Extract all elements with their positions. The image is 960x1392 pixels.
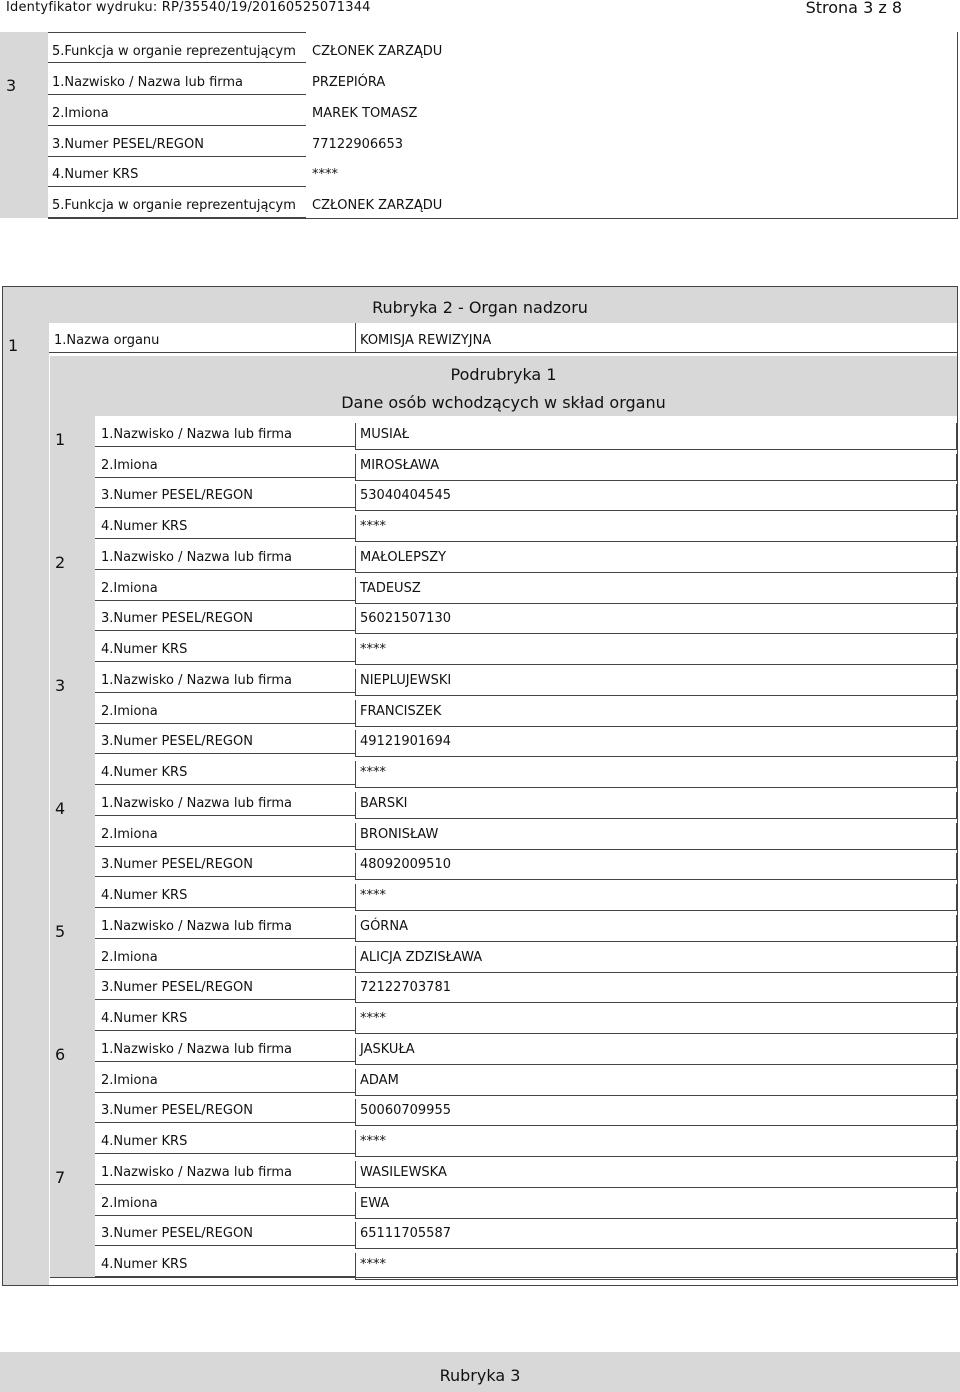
- rule: [95, 692, 355, 693]
- person-number: 4: [55, 799, 66, 818]
- field-value: 77122906653: [312, 137, 403, 152]
- person-number: 1: [55, 430, 66, 449]
- value-cell: [355, 577, 957, 604]
- field-label: 3.Numer PESEL/REGON: [101, 1103, 253, 1119]
- field-value: MAŁOLEPSZY: [360, 550, 447, 565]
- value-cell: [355, 423, 957, 450]
- value-cell: [355, 915, 957, 942]
- person-number: 6: [55, 1045, 66, 1064]
- field-value: 53040404545: [360, 488, 451, 504]
- value-cell: [355, 976, 957, 1003]
- value-cell: [355, 454, 957, 481]
- organ-number-column: [3, 323, 49, 1285]
- field-label: 2.Imiona: [101, 949, 158, 965]
- field-label: 1.Nazwa organu: [54, 333, 160, 348]
- field-value: FRANCISZEK: [360, 703, 442, 719]
- field-label: 4.Numer KRS: [101, 888, 188, 904]
- person-number: 3: [55, 676, 66, 695]
- field-label: 2.Imiona: [101, 826, 158, 842]
- top-number-column: [0, 32, 48, 218]
- field-label: 2.Imiona: [101, 580, 158, 596]
- field-value: CZŁONEK ZARZĄDU: [312, 44, 443, 59]
- field-label: 3.Numer PESEL/REGON: [101, 488, 253, 504]
- field-value: ****: [360, 642, 386, 658]
- value-cell: [355, 761, 957, 788]
- field-value: BRONISŁAW: [360, 826, 439, 842]
- rule: [95, 477, 355, 478]
- value-cell: [355, 823, 957, 850]
- field-label: 3.Numer PESEL/REGON: [101, 1226, 253, 1242]
- field-label: 4.Numer KRS: [101, 519, 188, 535]
- person-number: 7: [55, 1168, 66, 1187]
- field-label: 3.Numer PESEL/REGON: [52, 137, 204, 152]
- field-label: 2.Imiona: [101, 457, 158, 473]
- value-cell: [355, 1222, 957, 1249]
- field-label: 3.Numer PESEL/REGON: [101, 980, 253, 996]
- rule: [95, 876, 355, 877]
- value-cell: [355, 700, 957, 727]
- field-label: 5.Funkcja w organie reprezentującym: [52, 44, 296, 59]
- value-cell: [355, 1161, 957, 1188]
- field-value: ****: [360, 1011, 386, 1027]
- field-label: 1.Nazwisko / Nazwa lub firma: [52, 75, 244, 90]
- rule: [95, 784, 355, 785]
- rule: [48, 62, 306, 63]
- field-value: 65111705587: [360, 1226, 451, 1242]
- value-cell: [355, 638, 957, 665]
- rule: [95, 446, 355, 447]
- rule: [95, 507, 355, 508]
- rule: [95, 969, 355, 970]
- value-cell: [355, 1130, 957, 1157]
- rule: [95, 1122, 355, 1123]
- rule: [95, 600, 355, 601]
- rule: [95, 846, 355, 847]
- field-value: NIEPLUJEWSKI: [360, 673, 452, 688]
- value-cell: [355, 515, 957, 542]
- field-label: 4.Numer KRS: [101, 1134, 188, 1150]
- field-value: 50060709955: [360, 1103, 451, 1119]
- field-value: WASILEWSKA: [360, 1165, 447, 1180]
- field-label: 4.Numer KRS: [52, 167, 139, 182]
- field-value: ****: [360, 1257, 386, 1273]
- rule: [95, 1030, 355, 1031]
- field-value: KOMISJA REWIZYJNA: [360, 333, 492, 348]
- rule: [48, 156, 306, 157]
- rule: [95, 1092, 355, 1093]
- section-title: Rubryka 2 - Organ nadzoru: [372, 298, 588, 317]
- field-value: 56021507130: [360, 611, 451, 627]
- organ-number: 1: [8, 336, 19, 355]
- value-cell: [355, 1038, 957, 1065]
- field-value: ****: [312, 167, 338, 182]
- field-label: 1.Nazwisko / Nazwa lub firma: [101, 550, 293, 565]
- field-label: 1.Nazwisko / Nazwa lub firma: [101, 427, 293, 442]
- rule: [95, 723, 355, 724]
- field-value: TADEUSZ: [360, 580, 421, 596]
- field-label: 1.Nazwisko / Nazwa lub firma: [101, 1042, 293, 1057]
- field-label: 2.Imiona: [52, 106, 109, 121]
- field-label: 2.Imiona: [101, 1072, 158, 1088]
- rule: [48, 32, 306, 33]
- field-label: 2.Imiona: [101, 703, 158, 719]
- rule: [95, 1153, 355, 1154]
- field-value: ALICJA ZDZISŁAWA: [360, 949, 483, 965]
- field-value: BARSKI: [360, 796, 408, 811]
- rule: [95, 753, 355, 754]
- rubryka-3-title: Rubryka 3: [439, 1366, 521, 1385]
- page-number: Strona 3 z 8: [805, 0, 902, 17]
- rule: [95, 569, 355, 570]
- value-cell: [355, 792, 957, 819]
- value-cell: [355, 484, 957, 511]
- field-label: 2.Imiona: [101, 1195, 158, 1211]
- rule: [95, 999, 355, 1000]
- field-label: 4.Numer KRS: [101, 1011, 188, 1027]
- rule: [48, 218, 958, 219]
- field-label: 1.Nazwisko / Nazwa lub firma: [101, 796, 293, 811]
- rule: [95, 1276, 355, 1277]
- field-value: MIROSŁAWA: [360, 457, 440, 473]
- value-cell: [355, 546, 957, 573]
- field-value: ****: [360, 519, 386, 535]
- person-number: 2: [55, 553, 66, 572]
- value-cell: [355, 1192, 957, 1219]
- rule: [95, 661, 355, 662]
- rule: [49, 352, 957, 353]
- value-cell: [355, 853, 957, 880]
- rule: [95, 1215, 355, 1216]
- field-value: PRZEPIÓRA: [312, 75, 386, 90]
- field-label: 4.Numer KRS: [101, 1257, 188, 1273]
- rule: [48, 94, 306, 95]
- field-value: ADAM: [360, 1072, 399, 1088]
- rule: [355, 323, 356, 353]
- rule: [95, 1245, 355, 1246]
- field-value: MAREK TOMASZ: [312, 106, 418, 121]
- entry-number: 3: [6, 76, 17, 95]
- field-label: 4.Numer KRS: [101, 642, 188, 658]
- print-identifier: Identyfikator wydruku: RP/35540/19/20160525071344: [6, 0, 371, 15]
- field-label: 1.Nazwisko / Nazwa lub firma: [101, 673, 293, 688]
- field-value: MUSIAŁ: [360, 427, 410, 442]
- rule: [48, 125, 306, 126]
- rule: [95, 907, 355, 908]
- field-label: 3.Numer PESEL/REGON: [101, 611, 253, 627]
- person-number-column: [50, 416, 95, 1277]
- rule: [957, 32, 958, 218]
- value-cell: [355, 730, 957, 757]
- rule: [95, 1061, 355, 1062]
- rule: [95, 815, 355, 816]
- field-value: GÓRNA: [360, 919, 408, 934]
- value-cell: [355, 946, 957, 973]
- field-label: 3.Numer PESEL/REGON: [101, 734, 253, 750]
- rule: [48, 186, 306, 187]
- field-label: 3.Numer PESEL/REGON: [101, 857, 253, 873]
- value-cell: [355, 1253, 957, 1280]
- field-value: ****: [360, 765, 386, 781]
- value-cell: [355, 1069, 957, 1096]
- field-value: 48092009510: [360, 857, 451, 873]
- value-cell: [355, 884, 957, 911]
- rule: [95, 1184, 355, 1185]
- rule: [48, 217, 306, 218]
- field-value: EWA: [360, 1195, 390, 1211]
- field-value: ****: [360, 888, 386, 904]
- value-cell: [355, 607, 957, 634]
- person-number: 5: [55, 922, 66, 941]
- value-cell: [355, 1007, 957, 1034]
- field-value: JASKUŁA: [360, 1042, 415, 1057]
- field-label: 1.Nazwisko / Nazwa lub firma: [101, 1165, 293, 1180]
- field-value: ****: [360, 1134, 386, 1150]
- subsection-title: Podrubryka 1: [450, 365, 557, 384]
- value-cell: [355, 1099, 957, 1126]
- rule: [95, 630, 355, 631]
- rule: [95, 938, 355, 939]
- subsection-subtitle: Dane osób wchodzących w skład organu: [341, 393, 666, 412]
- value-cell: [355, 669, 957, 696]
- field-value: CZŁONEK ZARZĄDU: [312, 198, 443, 213]
- field-label: 5.Funkcja w organie reprezentującym: [52, 198, 296, 213]
- field-label: 4.Numer KRS: [101, 765, 188, 781]
- rule: [95, 538, 355, 539]
- field-label: 1.Nazwisko / Nazwa lub firma: [101, 919, 293, 934]
- field-value: 49121901694: [360, 734, 451, 750]
- field-value: 72122703781: [360, 980, 451, 996]
